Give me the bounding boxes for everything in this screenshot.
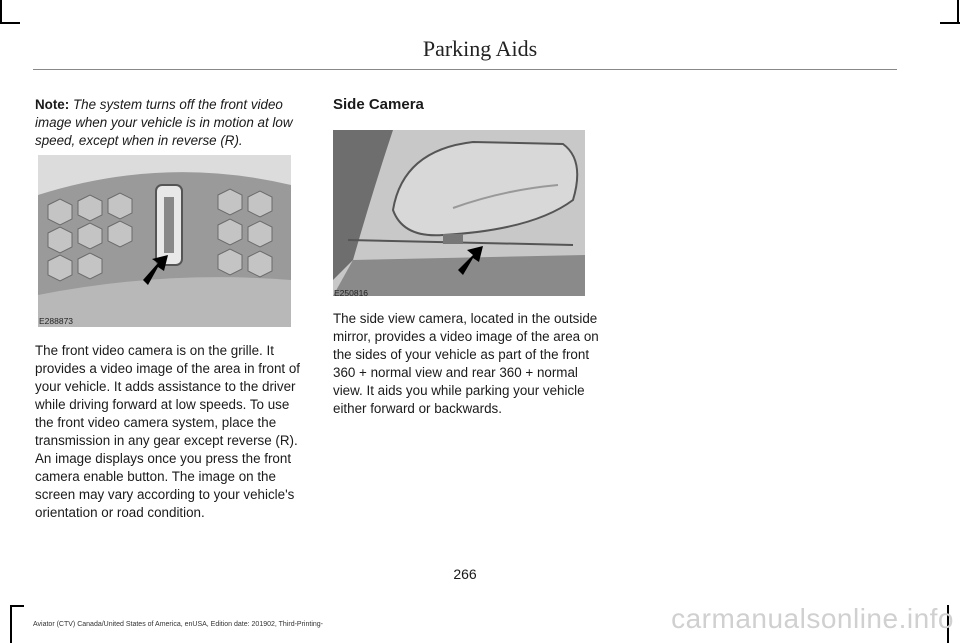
side-mirror-camera-image <box>333 130 585 296</box>
footer-edition-info: Aviator (CTV) Canada/United States of America, enUSA, Edition date: 201902, Third-Printing- <box>33 621 324 628</box>
page-number: 266 <box>453 566 477 582</box>
note-text: The system turns off the front video image when your vehicle is in motion at low speed, except when in reverse (R). <box>35 97 293 148</box>
side-camera-heading: Side Camera <box>333 96 424 113</box>
grille-illustration <box>38 155 291 327</box>
header-divider <box>33 69 897 70</box>
crop-mark-top-right-v <box>957 0 959 24</box>
crop-mark-bottom-left-h <box>10 605 24 607</box>
page-title: Parking Aids <box>422 36 538 61</box>
crop-mark-top-right-h <box>940 22 960 24</box>
watermark: carmanualsonline.info <box>671 603 954 634</box>
front-image-code: E288873 <box>39 316 74 326</box>
side-image-code: E250816 <box>334 288 369 298</box>
front-camera-paragraph: The front video camera is on the grille. It provides a video image of the area in front of your vehicle. It adds assistance to the driver while driving forward at low speeds. To use the front video camera system, place the transmission in any gear except reverse (R). An image displays once you press the front camera enable button. The image on the screen may vary according to your vehicle's orientation or road condition. <box>35 343 300 520</box>
front-grille-camera-image <box>38 155 291 327</box>
mirror-illustration <box>333 130 585 296</box>
note-label: Note: <box>35 97 70 112</box>
crop-mark-top-left-h <box>0 22 20 24</box>
note-paragraph <box>35 96 307 150</box>
crop-mark-bottom-left-v <box>10 605 12 643</box>
side-camera-paragraph: The side view camera, located in the outside mirror, provides a video image of the area on the sides of your vehicle as part of the front 360 + normal view and rear 360 + normal view. It aids you while parking your vehicle either forward or backwards. <box>333 311 599 416</box>
crop-mark-top-left-v <box>0 0 2 24</box>
